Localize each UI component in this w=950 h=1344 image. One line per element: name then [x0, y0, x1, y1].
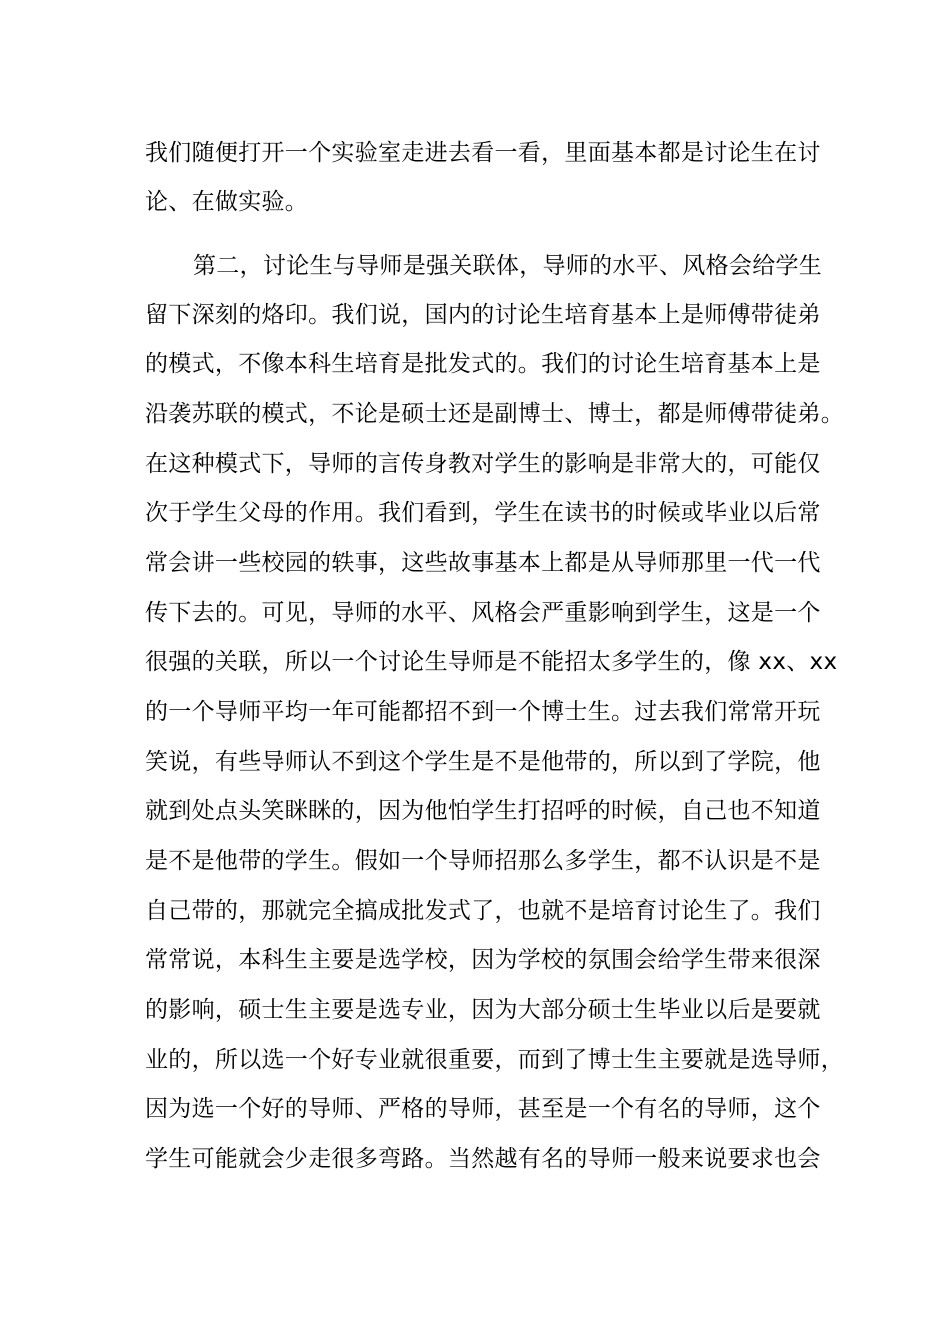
text-line: 沿袭苏联的模式，不论是硕士还是副博士、博士，都是师傅带徒弟。 — [145, 401, 844, 427]
text-line: 的一个导师平均一年可能都招不到一个博士生。过去我们常常开玩 — [145, 699, 821, 725]
text-line: 的影响，硕士生主要是选专业，因为大部分硕士生毕业以后是要就 — [145, 997, 821, 1023]
text-line: 留下深刻的烙印。我们说，国内的讨论生培育基本上是师傅带徒弟 — [145, 302, 821, 328]
text-line: 我们随便打开一个实验室走进去看一看，里面基本都是讨论生在讨 — [145, 140, 821, 166]
text-line: 常常说，本科生主要是选学校，因为学校的氛围会给学生带来很深 — [145, 947, 821, 973]
text-line: 的模式，不像本科生培育是批发式的。我们的讨论生培育基本上是 — [145, 351, 821, 377]
text-line: 论、在做实验。 — [145, 189, 309, 215]
text-line: 在这种模式下，导师的言传身教对学生的影响是非常大的，可能仅 — [145, 451, 821, 477]
text-line: 次于学生父母的作用。我们看到，学生在读书的时候或毕业以后常 — [145, 500, 821, 526]
text-line: 学生可能就会少走很多弯路。当然越有名的导师一般来说要求也会 — [145, 1146, 821, 1172]
text-line: 很强的关联，所以一个讨论生导师是不能招太多学生的，像 xx、xx — [145, 649, 838, 675]
text-line: 业的，所以选一个好专业就很重要，而到了博士生主要就是选导师， — [145, 1047, 844, 1073]
text-line: 笑说，有些导师认不到这个学生是不是他带的，所以到了学院，他 — [145, 749, 821, 775]
text-line: 常会讲一些校园的轶事，这些故事基本上都是从导师那里一代一代 — [145, 550, 821, 576]
text-line: 是不是他带的学生。假如一个导师招那么多学生，都不认识是不是 — [145, 848, 821, 874]
text-line: 因为选一个好的导师、严格的导师，甚至是一个有名的导师，这个 — [145, 1096, 821, 1122]
text-line: 就到处点头笑眯眯的，因为他怕学生打招呼的时候，自己也不知道 — [145, 798, 821, 824]
text-line: 自己带的，那就完全搞成批发式了，也就不是培育讨论生了。我们 — [145, 898, 821, 924]
paragraph-first-line: 第二，讨论生与导师是强关联体，导师的水平、风格会给学生 — [193, 253, 823, 279]
text-line: 传下去的。可见，导师的水平、风格会严重影响到学生，这是一个 — [145, 600, 821, 626]
